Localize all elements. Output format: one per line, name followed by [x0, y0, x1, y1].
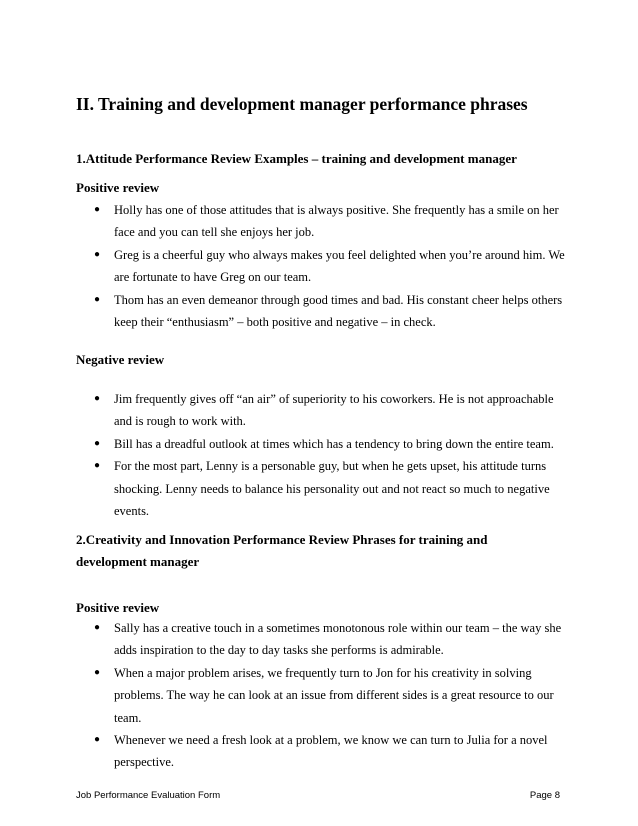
bullet-icon: ● [94, 622, 101, 633]
list-item: ● For the most part, Lenny is a personable guy, but when he gets upset, his attitude turns shocking. Lenny needs to balance his personality out and not react so much to negative events. [76, 455, 566, 522]
footer-page-number: Page 8 [529, 790, 560, 801]
list-item: ● Jim frequently gives off “an air” of superiority to his coworkers. He is not approachable and is rough to work with. [76, 388, 566, 433]
section1-positive-label: Positive review [76, 180, 160, 195]
section2-positive-list [76, 617, 566, 774]
bullet-icon: ● [94, 460, 101, 472]
list-item: ● Bill has a dreadful outlook at times which has a tendency to bring down the entire team. [76, 433, 566, 455]
list-item: ● Thom has an even demeanor through good times and bad. His constant cheer helps others keep their “enthusiasm” – both positive and negative – in check. [76, 289, 566, 334]
section1-negative-label: Negative review [76, 352, 165, 367]
bullet-icon: ● [94, 204, 101, 215]
bullet-icon: ● [94, 734, 101, 746]
bullet-icon: ● [94, 293, 101, 305]
section2-heading: 2.Creativity and Innovation Performance Review Phrases for training and development manager [76, 532, 488, 569]
bullet-icon: ● [94, 437, 101, 449]
list-item: ● Holly has one of those attitudes that is always positive. She frequently has a smile on her face and you can tell she enjoys her job. [76, 199, 566, 244]
list-item: ● Greg is a cheerful guy who always makes you feel delighted when you’re around him. We are fortunate to have Greg on our team. [76, 244, 566, 289]
bullet-icon: ● [94, 393, 101, 404]
bullet-icon: ● [94, 666, 101, 678]
page-title: II. Training and development manager performance phrases [76, 94, 528, 114]
list-item: ● Sally has a creative touch in a sometimes monotonous role within our team – the way she adds inspiration to the day to day tasks she performs is admirable. [76, 617, 566, 662]
section1-positive-list [76, 199, 566, 333]
list-item: ● When a major problem arises, we frequently turn to Jon for his creativity in solving problems. The way he can look at an issue from different sides is a great resource to our team. [76, 662, 566, 729]
section2-positive-label: Positive review [76, 600, 160, 615]
section1-negative-list [76, 388, 566, 522]
bullet-icon: ● [94, 248, 101, 260]
footer-form-name: Job Performance Evaluation Form [76, 790, 221, 801]
list-item: ● Whenever we need a fresh look at a problem, we know we can turn to Julia for a novel perspective. [76, 729, 566, 774]
section1-heading: 1.Attitude Performance Review Examples – training and development manager [76, 151, 517, 166]
